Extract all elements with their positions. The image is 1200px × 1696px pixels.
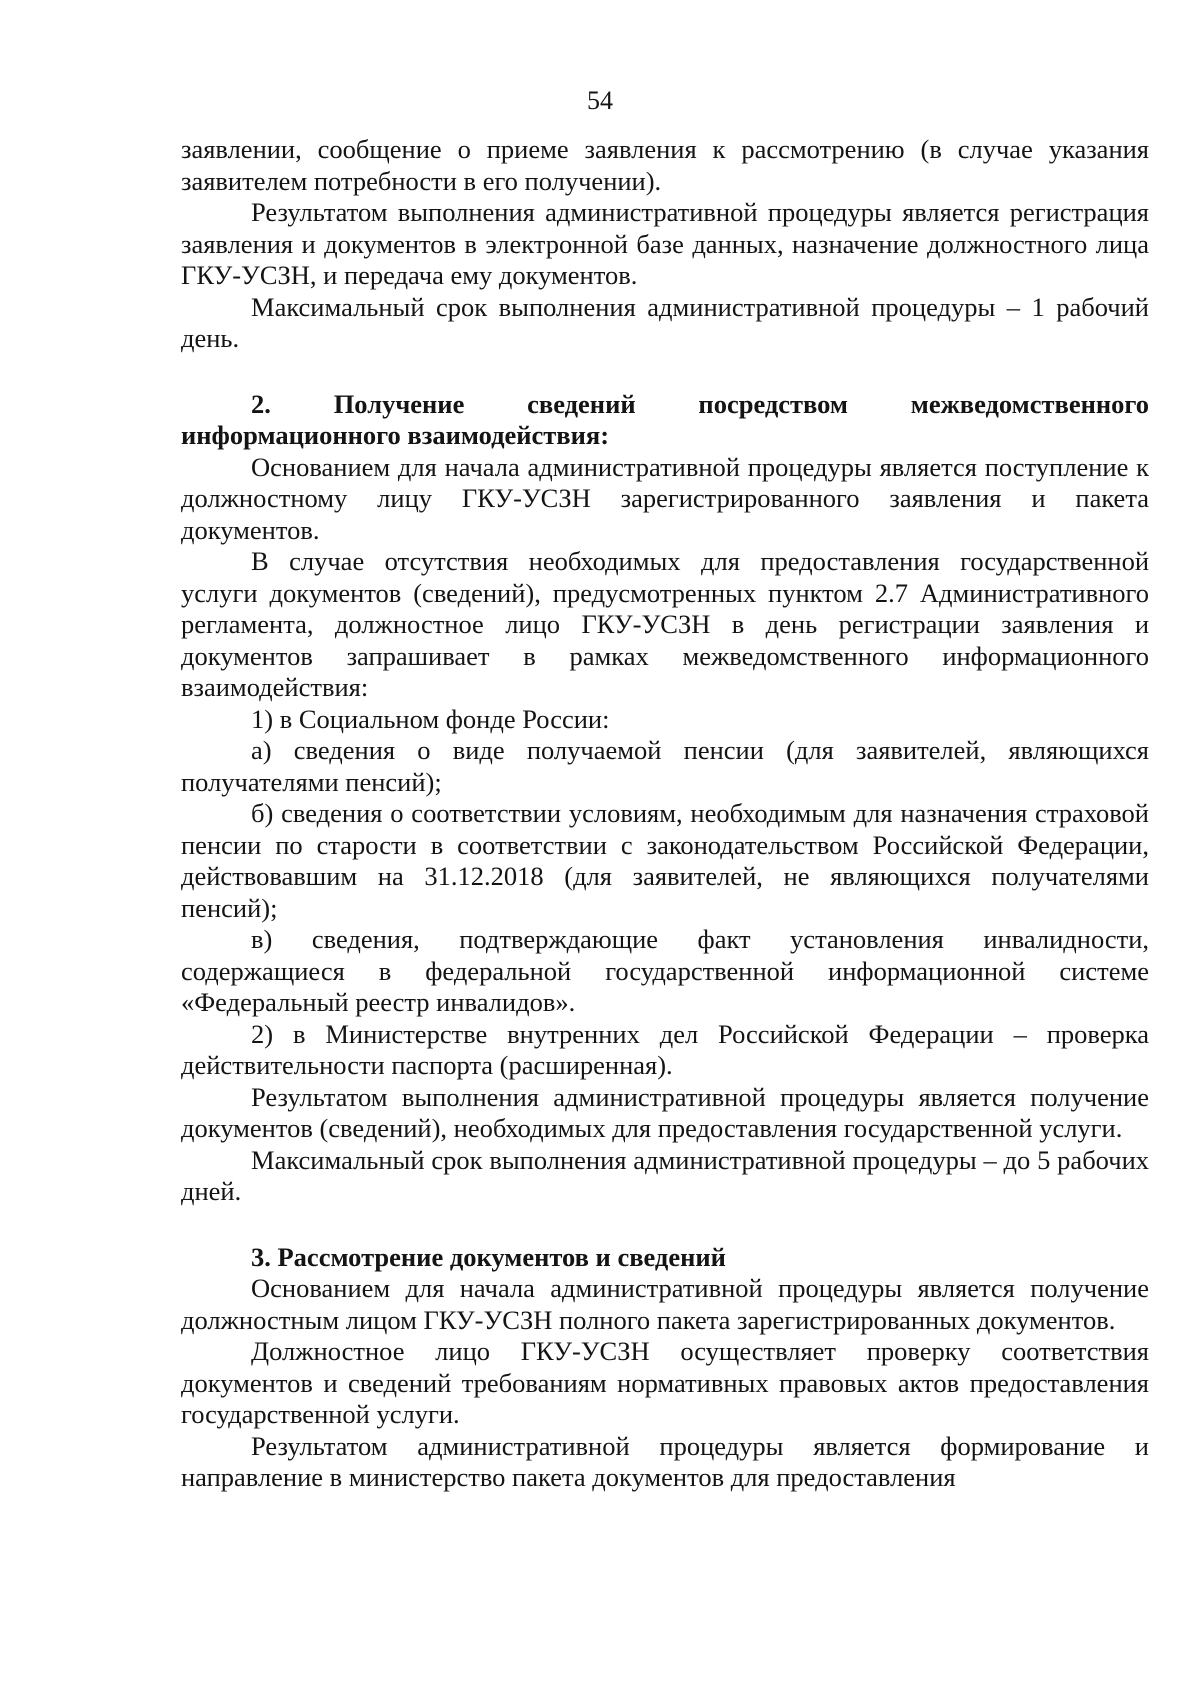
section-spacer — [181, 1208, 1149, 1242]
paragraph-continuation: заявлении, сообщение о приеме заявления к рассмотрению (в случае указания заявителем потребности в его получении). — [181, 134, 1149, 196]
paragraph-result-section-2: Результатом выполнения административной процедуры является получение документов (сведений), необходимых для предоставления государственной услуги. — [181, 1081, 1149, 1143]
paragraph-basis-section-2: Основанием для начала административной процедуры является поступление к должностному лицу ГКУ-УСЗН зарегистрированного заявления и пакета документов. — [181, 451, 1149, 545]
list-item-a-pension-type: а) сведения о виде получаемой пенсии (для заявителей, являющихся получателями пенсий); — [181, 735, 1149, 797]
paragraph-missing-documents: В случае отсутствия необходимых для предоставления государственной услуги документов (сведений), предусмотренных пунктом 2.7 Административного регламента, должностное лицо ГКУ-УСЗН в день регистрации заявления и документов запрашивает в рамках межведомственного информационного взаимодействия: — [181, 546, 1149, 702]
list-item-b-insurance-pension: б) сведения о соответствии условиям, необходимым для назначения страховой пенсии по старости в соответствии с законодательством Российской Федерации, действовавшим на 31.12.2018 (для заявителей, не являющихся получателями пенсий); — [181, 798, 1149, 923]
section-heading-3: 3. Рассмотрение документов и сведений — [251, 1241, 726, 1272]
list-item-social-fund: 1) в Социальном фонде России: — [251, 703, 610, 734]
paragraph-verification: Должностное лицо ГКУ-УСЗН осуществляет проверку соответствия документов и сведений требованиям нормативных правовых актов предоставления государственной услуги. — [181, 1336, 1149, 1429]
section-spacer — [181, 355, 1149, 389]
document-body — [181, 134, 1149, 1494]
paragraph-result-registration: Результатом выполнения административной процедуры является регистрация заявления и документов в электронной базе данных, назначение должностного лица ГКУ-УСЗН, и передача ему документов. — [181, 197, 1149, 290]
paragraph-max-term-1-day: Максимальный срок выполнения административной процедуры – 1 рабочий день. — [181, 291, 1149, 353]
paragraph-basis-section-3: Основанием для начала административной процедуры является получение должностным лицом ГКУ-УСЗН полного пакета зарегистрированных документов. — [181, 1273, 1149, 1335]
paragraph-max-term-5-days: Максимальный срок выполнения административной процедуры – до 5 рабочих дней. — [181, 1144, 1149, 1206]
list-item-mvd-passport: 2) в Министерстве внутренних дел Российской Федерации – проверка действительности паспорта (расширенная). — [181, 1018, 1149, 1080]
list-item-v-disability: в) сведения, подтверждающие факт установления инвалидности, содержащиеся в федеральной государственной информационной системе «Федеральный реестр инвалидов». — [181, 924, 1149, 1017]
section-heading-2: 2. Получение сведений посредством межведомственного информационного взаимодействия: — [181, 388, 1149, 450]
page-number: 54 — [587, 86, 613, 115]
paragraph-result-section-3: Результатом административной процедуры является формирование и направление в министерство пакета документов для предоставления — [181, 1430, 1149, 1492]
